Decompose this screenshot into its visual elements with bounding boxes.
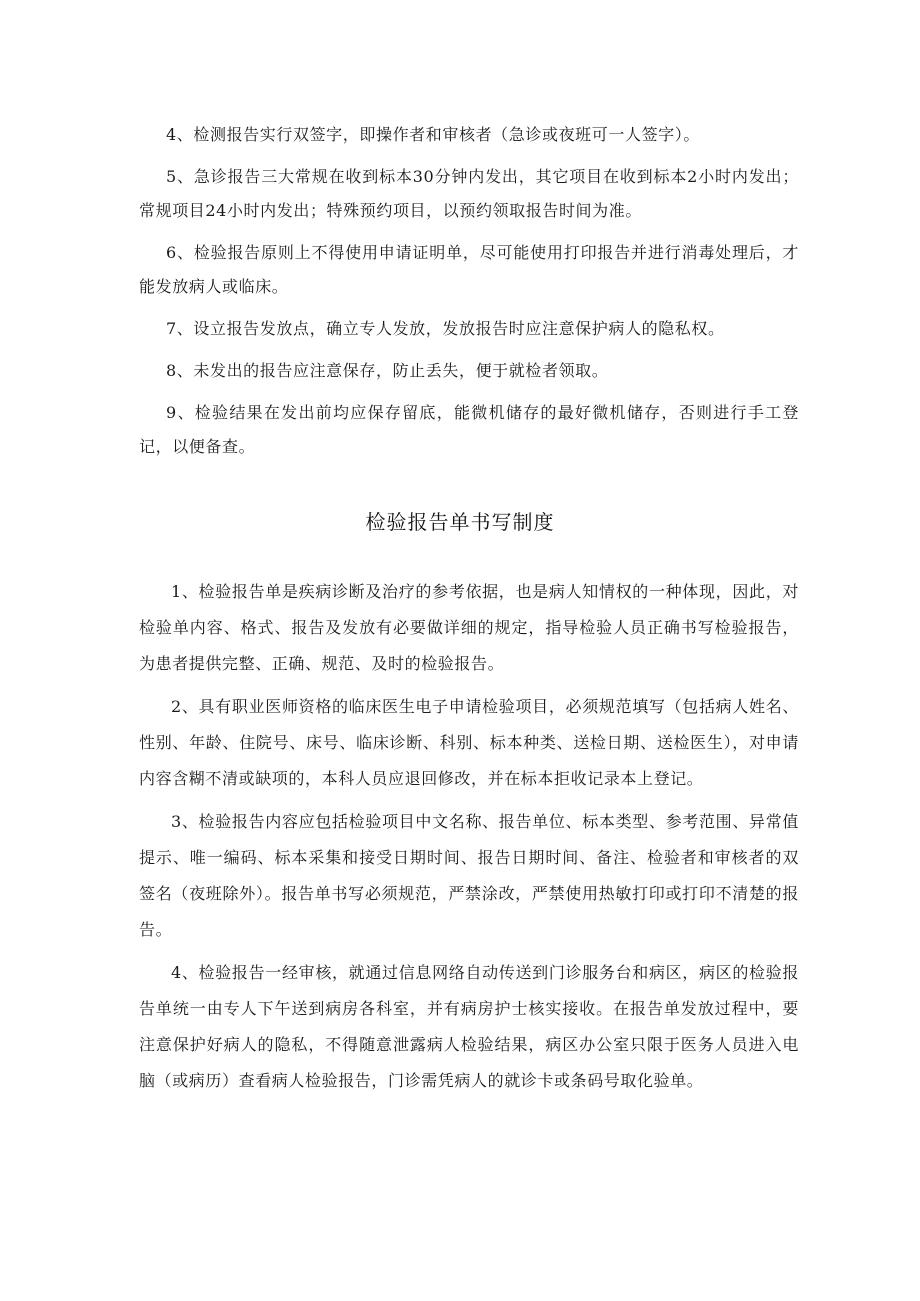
section-title: 检验报告单书写制度 (365, 510, 555, 534)
paragraph-item-1: 1、检验报告单是疾病诊断及治疗的参考依据，也是病人知情权的一种体现，因此，对检验单内容、格式、报告及发放有必要做详细的规定，指导检验人员正确书写检验报告，为患者提供完整、正确、规范、及时的检验报告。 (139, 582, 799, 673)
regulation-section-continued (139, 118, 799, 472)
paragraph-item-3: 3、检验报告内容应包括检验项目中文名称、报告单位、标本类型、参考范围、异常值提示、唯一编码、标本采集和接受日期时间、报告日期时间、备注、检验者和审核者的双签名（夜班除外）。报告单书写必须规范，严禁涂改，严禁使用热敏打印或打印不清楚的报告。 (139, 812, 799, 939)
paragraph-item-4: 4、检测报告实行双签字，即操作者和审核者（急诊或夜班可一人签字）。 (166, 125, 700, 144)
paragraph-item-7: 7、设立报告发放点，确立专人发放，发放报告时应注意保护病人的隐私权。 (166, 319, 725, 338)
report-writing-section (139, 574, 799, 1106)
paragraph-item-9: 9、检验结果在发出前均应保存留底，能微机储存的最好微机储存，否则进行手工登记，以便备查。 (139, 403, 799, 456)
paragraph-item-2: 2、具有职业医师资格的临床医生电子申请检验项目，必须规范填写（包括病人姓名、性别、年龄、住院号、床号、临床诊断、科别、标本种类、送检日期、送检医生），对申请内容含糊不清或缺项的，本科人员应退回修改，并在标本拒收记录本上登记。 (139, 697, 799, 788)
paragraph-item-6: 6、检验报告原则上不得使用申请证明单，尽可能使用打印报告并进行消毒处理后，才能发放病人或临床。 (139, 243, 799, 296)
paragraph-item-4b: 4、检验报告一经审核，就通过信息网络自动传送到门诊服务台和病区，病区的检验报告单统一由专人下午送到病房各科室，并有病房护士核实接收。在报告单发放过程中，要注意保护好病人的隐私，不得随意泄露病人检验结果，病区办公室只限于医务人员进入电脑（或病历）查看病人检验报告，门诊需凭病人的就诊卡或条码号取化验单。 (139, 963, 799, 1090)
paragraph-item-8: 8、未发出的报告应注意保存，防止丢失，便于就检者领取。 (166, 361, 609, 380)
paragraph-item-5: 5、急诊报告三大常规在收到标本30分钟内发出，其它项目在收到标本2小时内发出；常规项目24小时内发出；特殊预约项目，以预约领取报告时间为准。 (139, 167, 799, 220)
